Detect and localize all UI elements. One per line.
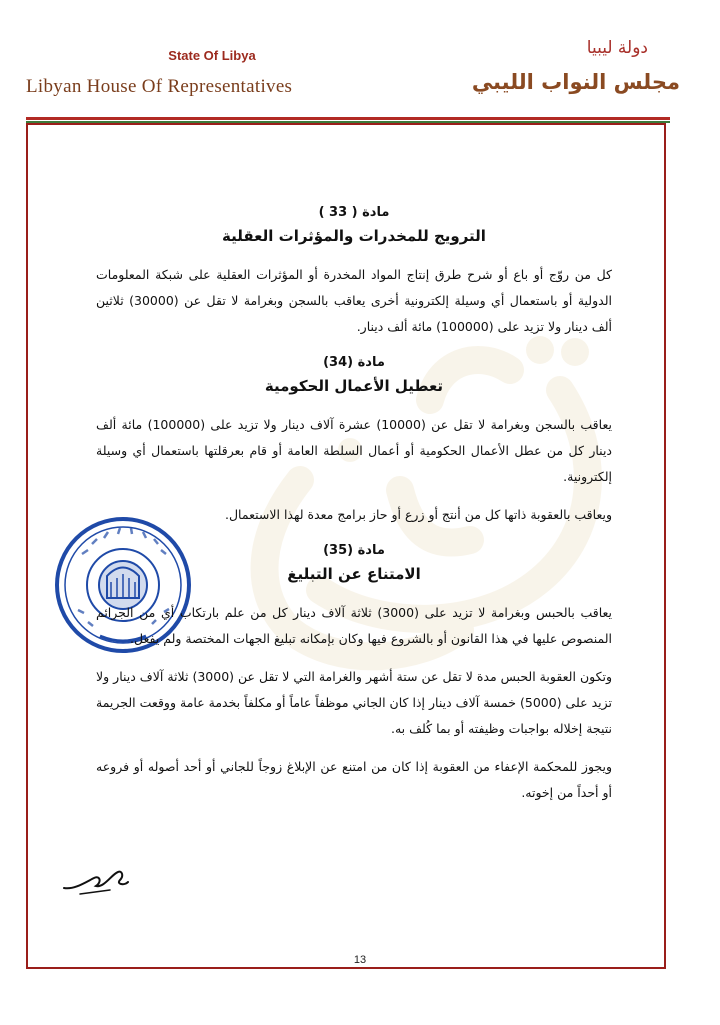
state-of-libya-ar: دولة ليبيا <box>586 38 648 58</box>
state-of-libya-en: State Of Libya <box>168 48 256 63</box>
article-paragraph: ويجوز للمحكمة الإعفاء من العقوبة إذا كان من امتنع عن الإبلاغ زوجاً للجاني أو أحد أصوله أو فروعه أو أحداً من إخوته. <box>96 759 612 800</box>
article-paragraph: كل من روّج أو باع أو شرح طرق إنتاج المواد المخدرة أو المؤثرات العقلية على شبكة المعلومات الدولية أو باستعمال أي وسيلة إلكترونية أخرى يعاقب بالسجن وبغرامة لا تقل عن (30000) ثلاثين ألف دينار ولا تزيد على (100000) مائة ألف دينار. <box>96 267 612 334</box>
house-of-representatives-en: Libyan House Of Representatives <box>26 76 293 97</box>
article-title: الترويج للمخدرات والمؤثرات العقلية <box>222 227 486 245</box>
article-paragraph: وتكون العقوبة الحبس مدة لا تقل عن ستة أشهر والغرامة التي لا تقل عن (3000) ثلاثة آلاف دينار ولا تزيد على (5000) خمسة آلاف دينار إذا كان الجاني موظفاً عاماً أو مكلفاً بخدمة عامة ووقعت الجريمة نتيجة إخلاله بواجبات وظيفته أو بما كُلف به. <box>96 669 612 736</box>
article-label: مادة ( 33 ) <box>318 205 390 220</box>
page-number: 13 <box>353 954 367 966</box>
article-title: الامتناع عن التبليغ <box>287 565 421 583</box>
house-of-representatives-ar: مجلس النواب الليبي <box>471 70 680 94</box>
article-title: تعطيل الأعمال الحكومية <box>264 377 444 395</box>
document-body <box>96 196 612 818</box>
article-label: مادة (34) <box>323 355 385 370</box>
article-35 <box>96 540 612 806</box>
article-label: مادة (35) <box>323 543 385 558</box>
article-34 <box>96 352 612 528</box>
article-paragraph: يعاقب بالسجن وبغرامة لا تقل عن (10000) عشرة آلاف دينار ولا تزيد على (100000) مائة ألف دينار كل من عطل الأعمال الحكومية أو أعمال السلطة العامة أو قام بعرقلتها باستعمال أي وسيلة إلكترونية. <box>96 417 612 484</box>
article-paragraph: يعاقب بالحبس وبغرامة لا تزيد على (3000) ثلاثة آلاف دينار كل من علم بارتكاب أي من الجرائم المنصوص عليها في هذا القانون أو بالشروع فيها وكان بإمكانه تبليغ الجهات المختصة ولم يفعل. <box>96 605 613 646</box>
header-rule-red <box>26 117 670 120</box>
article-33 <box>96 202 612 340</box>
article-paragraph: ويعاقب بالعقوبة ذاتها كل من أنتج أو زرع أو حاز برامج معدة لهذا الاستعمال. <box>225 507 612 522</box>
signature-icon <box>60 860 130 900</box>
